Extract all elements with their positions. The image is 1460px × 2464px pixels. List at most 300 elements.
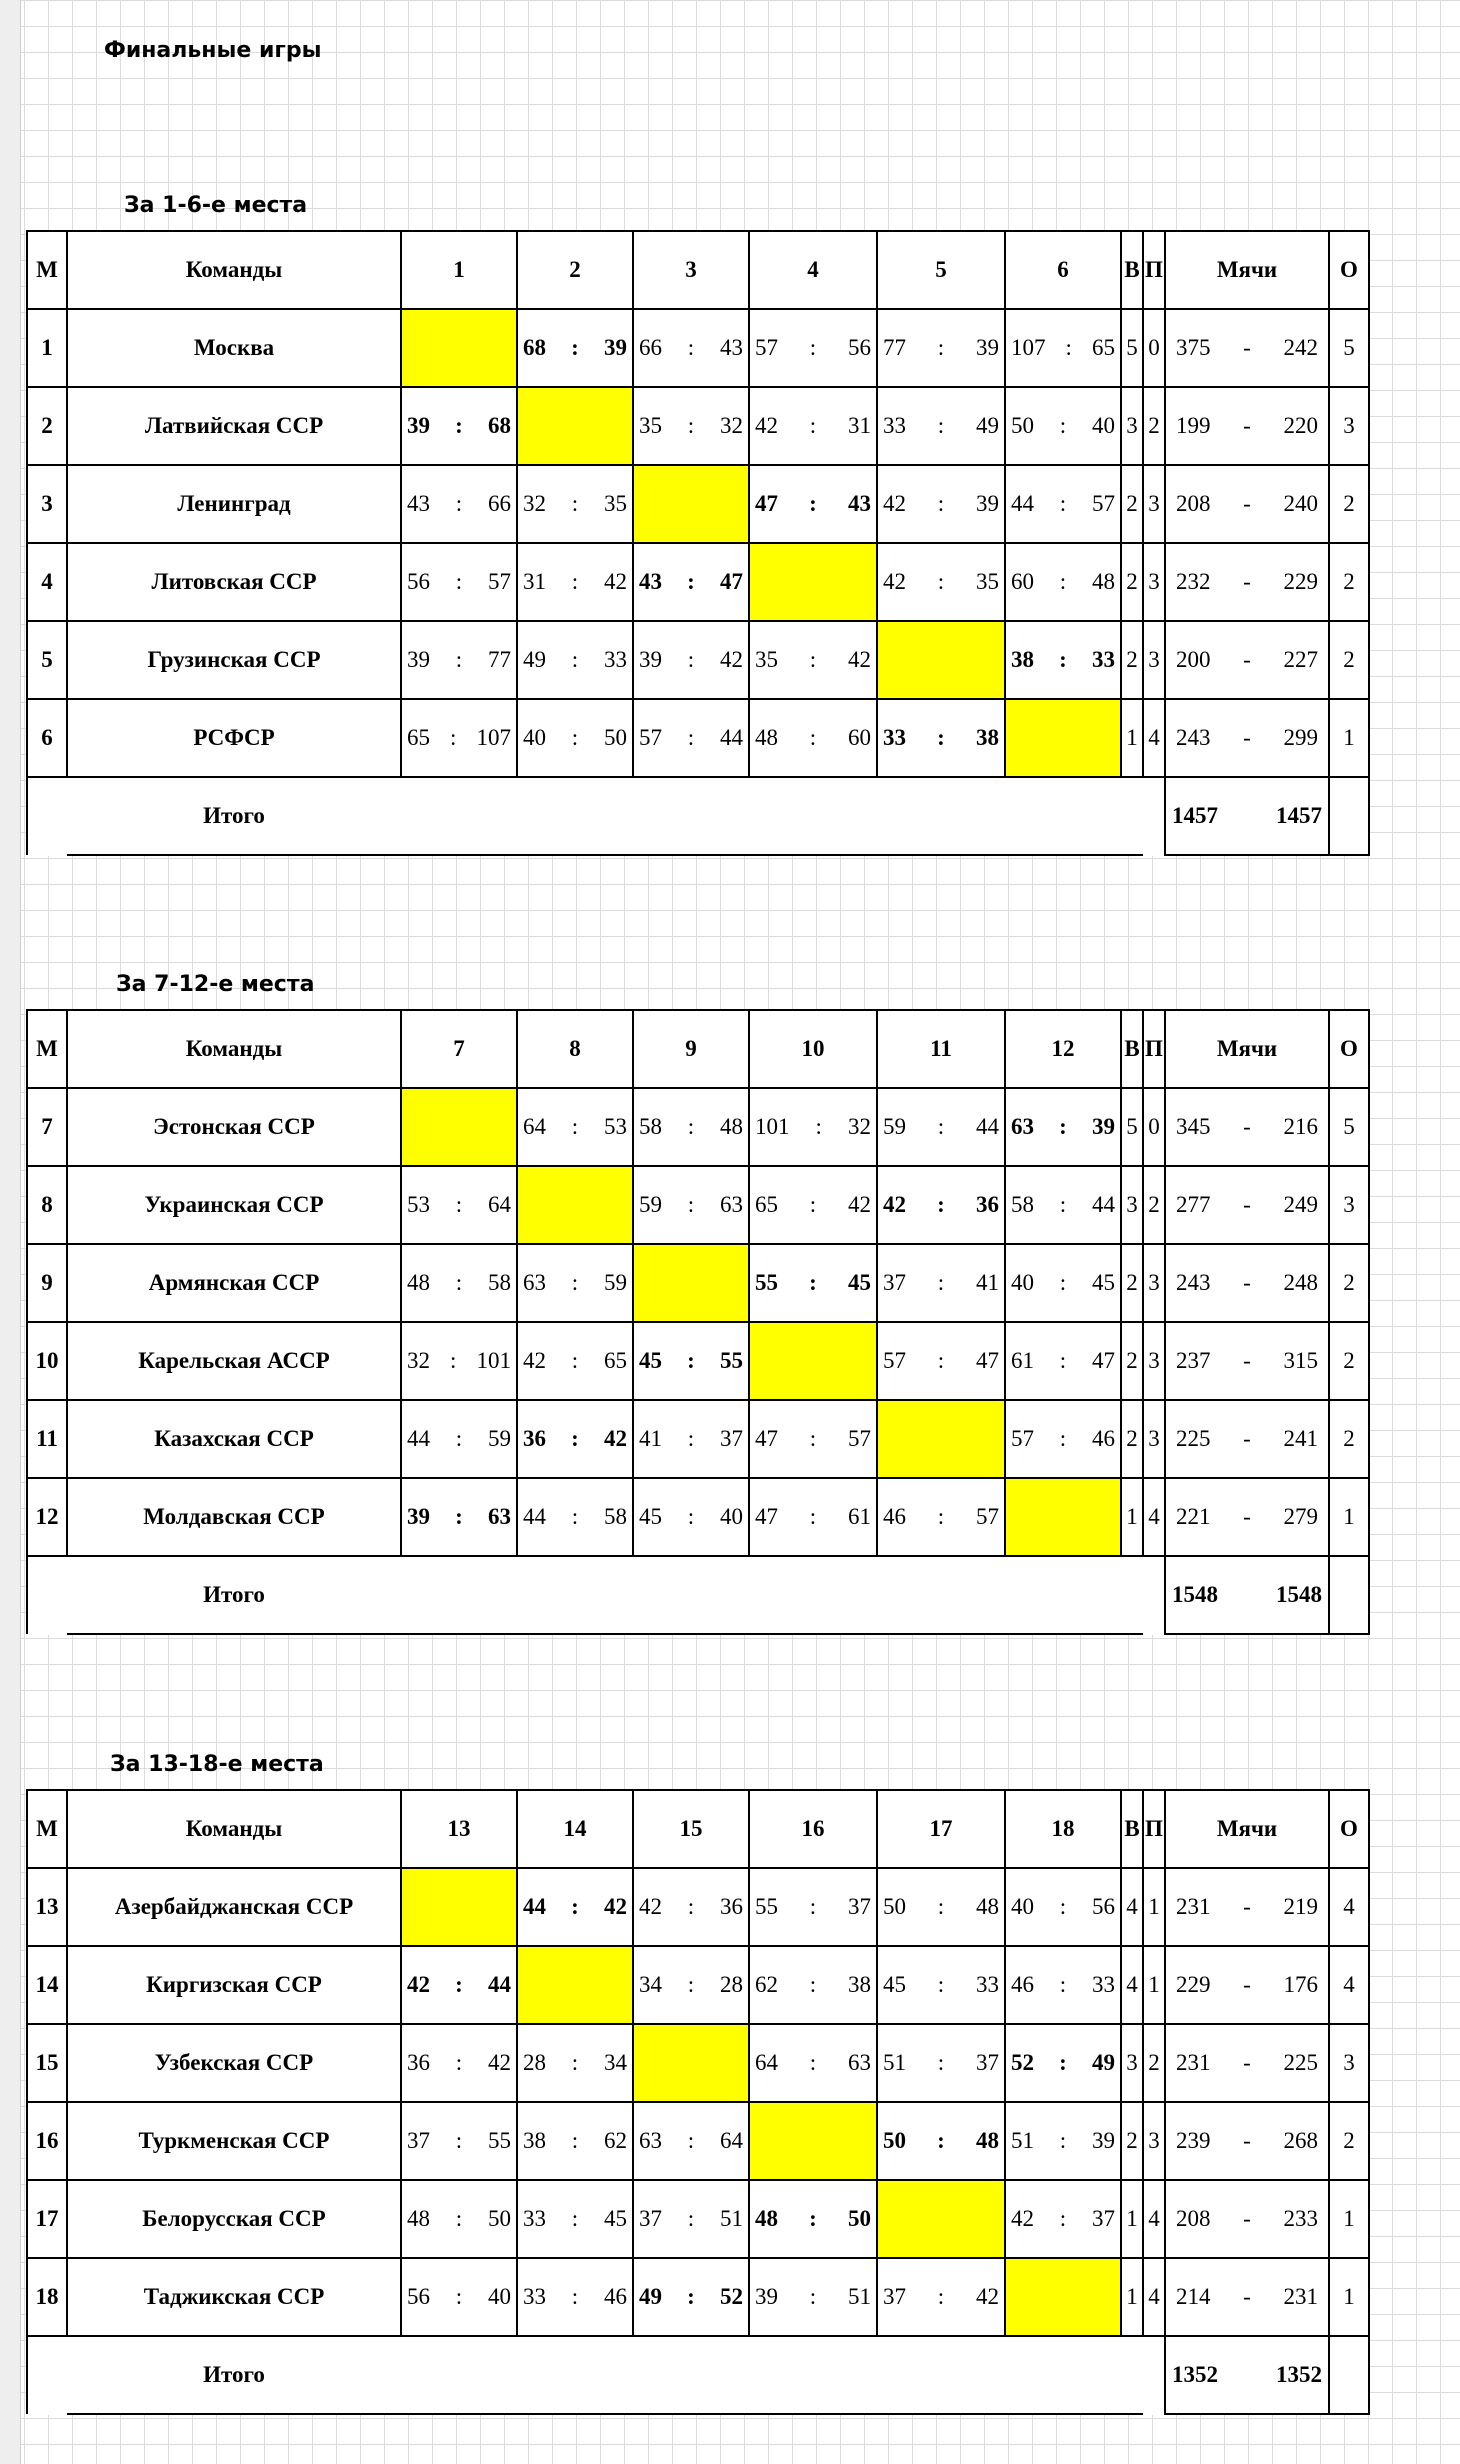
points-cell: 2 [1329,1400,1369,1478]
group-heading-3: За 13-18-е места [110,1752,324,1777]
header-opponent: 9 [633,1010,749,1088]
totals-empty [633,1556,749,1634]
header-opponent: 5 [877,231,1005,309]
score-against: 48 [719,1114,743,1139]
standings-table-3 [26,1789,1370,2415]
score-against: 55 [719,1348,743,1373]
score-colon: : [937,335,945,360]
score-against: 50 [603,725,627,750]
table-row [27,1088,1369,1166]
score-for: 40 [1011,1894,1034,1919]
totals-empty [401,2336,517,2414]
balls-cell [1165,1322,1329,1400]
score-for: 63 [639,2128,662,2153]
team-name: Литовская ССР [67,543,401,621]
totals-empty [517,1556,633,1634]
score-colon: : [937,1192,945,1217]
score-for: 57 [1011,1426,1034,1451]
score-cell [633,2180,749,2258]
score-cell [1005,1868,1121,1946]
balls-against: 248 [1283,1270,1318,1295]
score-for: 45 [883,1972,906,1997]
totals-balls [1165,1556,1329,1634]
score-cell [401,621,517,699]
header-opponent: 14 [517,1790,633,1868]
score-cell [749,1868,877,1946]
score-cell [877,2102,1005,2180]
score-for: 44 [523,1894,546,1919]
score-against: 37 [847,1894,871,1919]
score-colon: : [937,569,945,594]
balls-against: 176 [1283,1972,1318,1997]
balls-against: 242 [1283,335,1318,360]
losses-cell: 0 [1143,1088,1165,1166]
score-colon: : [455,1270,463,1295]
balls-dash: - [1243,491,1251,516]
score-cell [877,1946,1005,2024]
score-against: 45 [847,1270,871,1295]
score-colon: : [687,1426,695,1451]
score-cell [633,1868,749,1946]
score-for: 56 [407,569,430,594]
header-teams: Команды [67,231,401,309]
score-against: 42 [719,647,743,672]
diagonal-cell [749,1322,877,1400]
score-against: 28 [719,1972,743,1997]
balls-for: 225 [1176,1426,1211,1451]
score-cell [749,387,877,465]
score-against: 33 [975,1972,999,1997]
score-against: 63 [487,1504,511,1529]
score-colon: : [687,1894,695,1919]
wins-cell: 2 [1121,621,1143,699]
score-for: 42 [883,1192,906,1217]
header-teams: Команды [67,1790,401,1868]
points-cell: 3 [1329,2024,1369,2102]
score-for: 62 [755,1972,778,1997]
points-cell: 5 [1329,309,1369,387]
losses-cell: 1 [1143,1868,1165,1946]
score-cell [749,1166,877,1244]
score-against: 38 [847,1972,871,1997]
score-cell [749,1478,877,1556]
team-name: Узбекская ССР [67,2024,401,2102]
balls-dash: - [1243,1348,1251,1373]
table-row [27,699,1369,777]
totals-points-empty [1329,2336,1369,2414]
score-against: 60 [847,725,871,750]
score-cell [517,1322,633,1400]
team-name: Киргизская ССР [67,1946,401,2024]
score-colon: : [455,413,463,438]
score-against: 68 [487,413,511,438]
score-cell [401,1322,517,1400]
totals-label: Итого [67,2336,401,2414]
team-place: 6 [27,699,67,777]
balls-cell [1165,2180,1329,2258]
diagonal-cell [401,309,517,387]
points-cell: 5 [1329,1088,1369,1166]
score-colon: : [571,647,579,672]
score-cell [633,1166,749,1244]
diagonal-cell [877,621,1005,699]
header-balls: Мячи [1165,231,1329,309]
header-opponent: 15 [633,1790,749,1868]
header-balls: Мячи [1165,1790,1329,1868]
score-colon: : [687,1114,695,1139]
score-for: 36 [407,2050,430,2075]
table-header-row [27,231,1369,309]
score-colon: : [937,2284,945,2309]
balls-for: 232 [1176,569,1211,594]
header-points: О [1329,231,1369,309]
score-for: 35 [755,647,778,672]
score-against: 39 [975,491,999,516]
totals-balls [1165,777,1329,855]
score-cell [633,699,749,777]
score-for: 38 [523,2128,546,2153]
table-row [27,1244,1369,1322]
score-colon: : [1059,647,1067,672]
score-for: 43 [639,569,662,594]
totals-empty [633,777,749,855]
score-for: 63 [523,1270,546,1295]
team-place: 8 [27,1166,67,1244]
header-opponent: 4 [749,231,877,309]
header-teams: Команды [67,1010,401,1088]
score-for: 42 [755,413,778,438]
score-cell [1005,309,1121,387]
score-against: 52 [719,2284,743,2309]
score-against: 66 [487,491,511,516]
header-wins: В [1121,231,1143,309]
wins-cell: 2 [1121,465,1143,543]
score-colon: : [1059,1192,1067,1217]
score-cell [517,1244,633,1322]
score-against: 44 [975,1114,999,1139]
score-against: 31 [847,413,871,438]
balls-cell [1165,387,1329,465]
score-against: 39 [975,335,999,360]
score-for: 42 [639,1894,662,1919]
table-row [27,1166,1369,1244]
score-cell [517,621,633,699]
score-for: 77 [883,335,906,360]
balls-for: 231 [1176,1894,1211,1919]
totals-empty [517,2336,633,2414]
header-points: О [1329,1790,1369,1868]
table-row [27,465,1369,543]
balls-dash: - [1243,1192,1251,1217]
score-cell [401,1244,517,1322]
score-colon: : [687,725,695,750]
score-cell [401,1166,517,1244]
score-cell [517,699,633,777]
score-colon: : [455,491,463,516]
score-against: 39 [1091,2128,1115,2153]
score-against: 107 [476,725,511,750]
score-for: 47 [755,1426,778,1451]
score-against: 55 [487,2128,511,2153]
score-cell [1005,1400,1121,1478]
team-name: Москва [67,309,401,387]
header-opponent: 17 [877,1790,1005,1868]
balls-for: 208 [1176,491,1211,516]
balls-for: 375 [1176,335,1211,360]
balls-dash: - [1243,2284,1251,2309]
score-against: 45 [603,2206,627,2231]
balls-dash: - [1243,2128,1251,2153]
score-for: 47 [755,491,778,516]
score-against: 35 [975,569,999,594]
wins-cell: 1 [1121,1478,1143,1556]
score-for: 58 [639,1114,662,1139]
score-against: 56 [847,335,871,360]
team-place: 4 [27,543,67,621]
diagonal-cell [517,387,633,465]
balls-dash: - [1243,2050,1251,2075]
score-colon: : [809,491,817,516]
score-cell [877,387,1005,465]
score-against: 39 [1091,1114,1115,1139]
score-colon: : [1059,2206,1067,2231]
score-for: 51 [883,2050,906,2075]
balls-cell [1165,621,1329,699]
diagonal-cell [1005,2258,1121,2336]
diagonal-cell [517,1166,633,1244]
table-row [27,2102,1369,2180]
wins-cell: 2 [1121,543,1143,621]
score-cell [633,1400,749,1478]
balls-cell [1165,1400,1329,1478]
score-for: 63 [1011,1114,1034,1139]
score-against: 61 [847,1504,871,1529]
balls-against: 216 [1283,1114,1318,1139]
score-cell [633,2102,749,2180]
team-place: 13 [27,1868,67,1946]
balls-against: 249 [1283,1192,1318,1217]
score-for: 55 [755,1894,778,1919]
score-for: 64 [523,1114,546,1139]
score-against: 77 [487,647,511,672]
totals-empty [401,777,517,855]
score-colon: : [937,491,945,516]
score-against: 49 [975,413,999,438]
losses-cell: 4 [1143,699,1165,777]
losses-cell: 2 [1143,387,1165,465]
score-cell [877,309,1005,387]
losses-cell: 3 [1143,2102,1165,2180]
score-colon: : [450,725,457,750]
score-colon: : [571,2206,579,2231]
score-cell [877,1244,1005,1322]
header-opponent: 18 [1005,1790,1121,1868]
score-against: 59 [487,1426,511,1451]
score-for: 46 [1011,1972,1034,1997]
score-against: 65 [603,1348,627,1373]
score-against: 37 [975,2050,999,2075]
score-for: 51 [1011,2128,1034,2153]
score-cell [517,2102,633,2180]
score-colon: : [809,1894,817,1919]
wins-cell: 1 [1121,2180,1143,2258]
score-colon: : [571,1426,579,1451]
totals-balls [1165,2336,1329,2414]
score-cell [401,2102,517,2180]
score-cell [633,1946,749,2024]
points-cell: 2 [1329,621,1369,699]
totals-empty [877,777,1005,855]
balls-against: 240 [1283,491,1318,516]
score-for: 33 [523,2284,546,2309]
score-colon: : [1059,1114,1067,1139]
score-cell [633,621,749,699]
balls-against: 299 [1283,725,1318,750]
totals-empty [27,1556,67,1634]
balls-for: 243 [1176,1270,1211,1295]
score-colon: : [809,2050,817,2075]
score-cell [877,2024,1005,2102]
score-against: 41 [975,1270,999,1295]
score-colon: : [455,1426,463,1451]
score-cell [1005,1946,1121,2024]
score-colon: : [571,2128,579,2153]
losses-cell: 2 [1143,2024,1165,2102]
score-cell [517,2180,633,2258]
balls-dash: - [1243,1894,1251,1919]
team-name: Азербайджанская ССР [67,1868,401,1946]
score-for: 45 [639,1348,662,1373]
points-cell: 2 [1329,465,1369,543]
score-colon: : [937,1270,945,1295]
score-for: 57 [755,335,778,360]
totals-empty [1143,1556,1165,1634]
totals-empty [1143,2336,1165,2414]
score-for: 59 [883,1114,906,1139]
score-against: 48 [1091,569,1115,594]
score-against: 36 [719,1894,743,1919]
balls-dash: - [1243,569,1251,594]
header-wins: В [1121,1010,1143,1088]
balls-for: 231 [1176,2050,1211,2075]
score-against: 33 [1091,1972,1115,1997]
losses-cell: 1 [1143,1946,1165,2024]
score-cell [749,2024,877,2102]
balls-cell [1165,2258,1329,2336]
score-against: 35 [603,491,627,516]
score-colon: : [1059,569,1067,594]
score-colon: : [687,647,695,672]
losses-cell: 3 [1143,1322,1165,1400]
totals-row [27,777,1369,855]
team-place: 15 [27,2024,67,2102]
team-name: Казахская ССР [67,1400,401,1478]
score-cell [1005,387,1121,465]
row-header-gutter [0,0,21,2464]
score-colon: : [1059,413,1067,438]
team-place: 3 [27,465,67,543]
diagonal-cell [1005,699,1121,777]
score-against: 36 [975,1192,999,1217]
score-against: 63 [719,1192,743,1217]
score-colon: : [571,491,579,516]
score-colon: : [809,1504,817,1529]
wins-cell: 2 [1121,1322,1143,1400]
totals-empty [1121,777,1143,855]
score-for: 55 [755,1270,778,1295]
totals-empty [1005,777,1121,855]
points-cell: 1 [1329,699,1369,777]
score-for: 65 [407,725,430,750]
score-cell [517,2024,633,2102]
score-colon: : [687,413,695,438]
score-against: 38 [975,725,999,750]
table-row [27,1400,1369,1478]
score-cell [877,699,1005,777]
score-for: 49 [523,647,546,672]
score-cell [877,543,1005,621]
standings-table-1 [26,230,1370,856]
score-colon: : [687,2284,695,2309]
balls-dash: - [1243,647,1251,672]
score-against: 39 [603,335,627,360]
score-against: 57 [975,1504,999,1529]
score-colon: : [937,1894,945,1919]
balls-dash: - [1243,2206,1251,2231]
balls-against: 233 [1283,2206,1318,2231]
score-against: 43 [847,491,871,516]
score-cell [1005,621,1121,699]
points-cell: 1 [1329,2180,1369,2258]
score-against: 33 [603,647,627,672]
score-for: 33 [883,725,906,750]
score-for: 44 [407,1426,430,1451]
score-against: 37 [719,1426,743,1451]
score-for: 101 [755,1114,790,1139]
team-name: Латвийская ССР [67,387,401,465]
table-row [27,1322,1369,1400]
balls-cell [1165,1946,1329,2024]
losses-cell: 2 [1143,1166,1165,1244]
score-colon: : [687,1972,695,1997]
score-against: 44 [719,725,743,750]
score-colon: : [1059,1972,1067,1997]
team-name: Карельская АССР [67,1322,401,1400]
score-colon: : [937,413,945,438]
score-cell [401,387,517,465]
score-colon: : [687,1504,695,1529]
score-cell [1005,465,1121,543]
header-opponent: 1 [401,231,517,309]
losses-cell: 4 [1143,2258,1165,2336]
balls-for: 229 [1176,1972,1211,1997]
score-colon: : [809,2206,817,2231]
score-colon: : [1059,1270,1067,1295]
balls-dash: - [1243,1426,1251,1451]
score-cell [517,1478,633,1556]
score-against: 44 [1091,1192,1115,1217]
score-colon: : [809,1270,817,1295]
diagonal-cell [633,1244,749,1322]
standings-table-2 [26,1009,1370,1635]
score-against: 42 [975,2284,999,2309]
score-cell [517,2258,633,2336]
team-place: 17 [27,2180,67,2258]
totals-empty [27,777,67,855]
balls-cell [1165,1166,1329,1244]
score-colon: : [1059,1894,1067,1919]
score-for: 32 [407,1348,430,1373]
